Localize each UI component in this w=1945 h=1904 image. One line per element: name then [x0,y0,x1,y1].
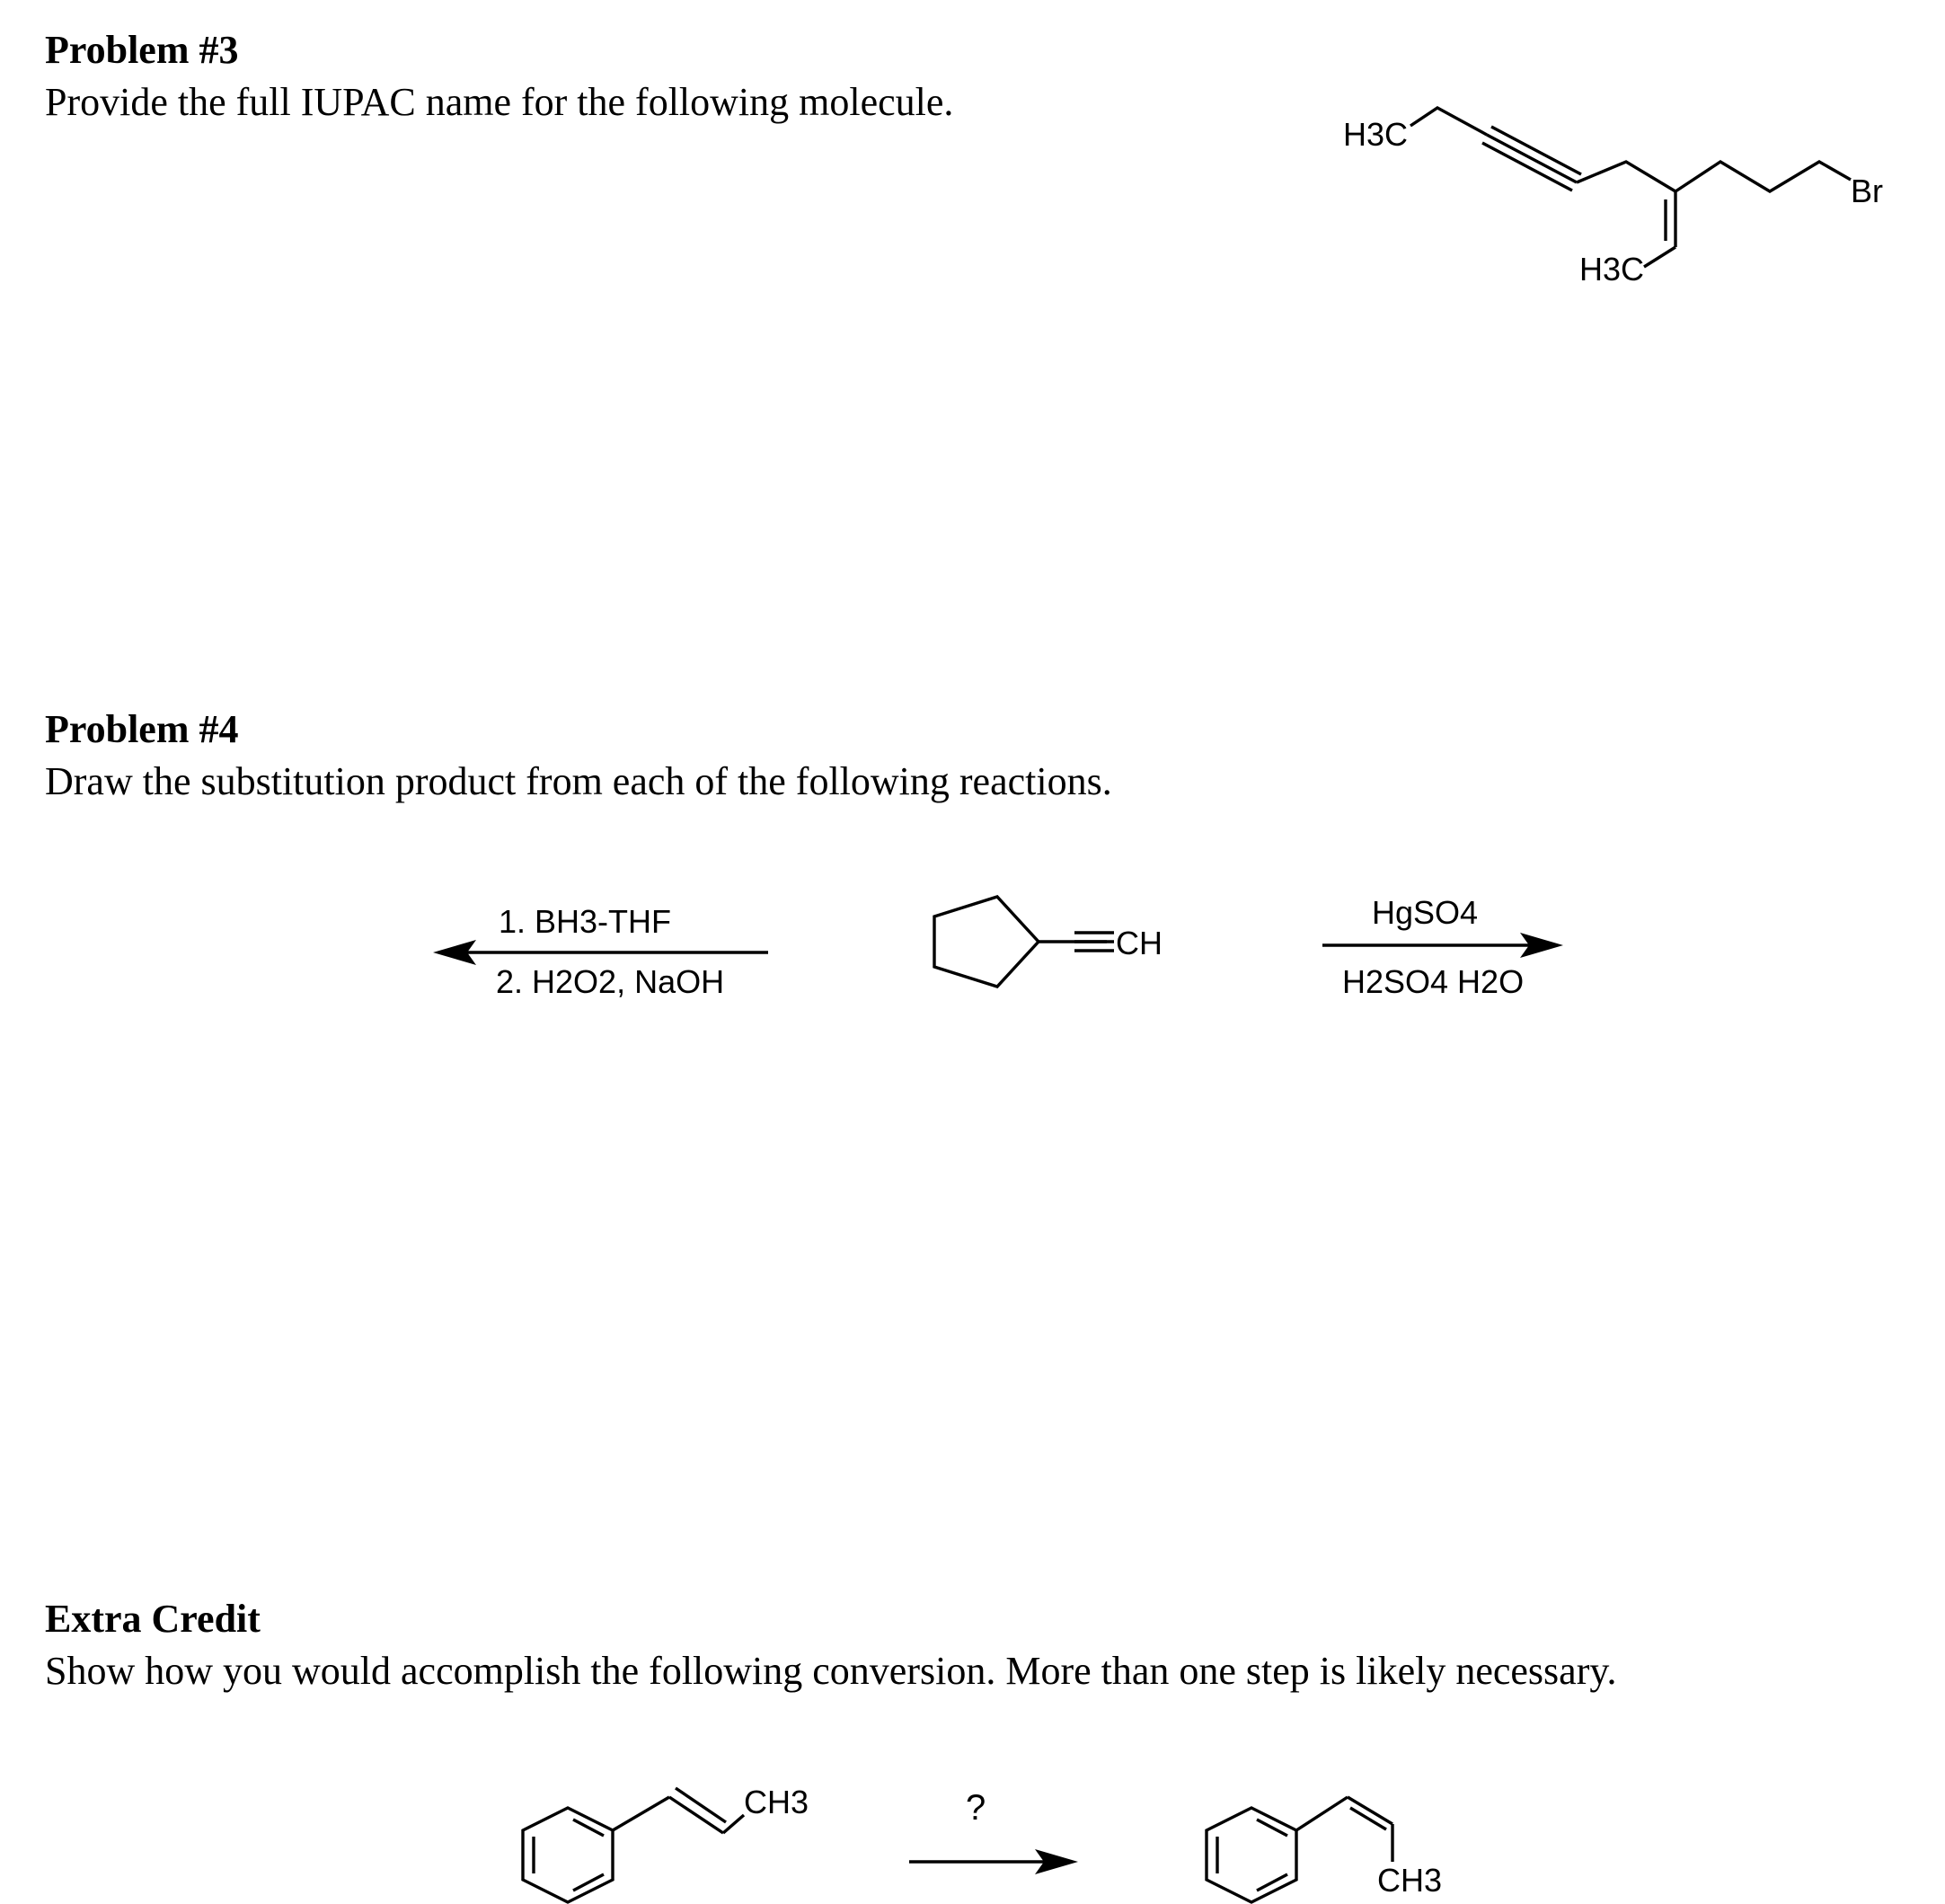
extra-credit-heading: Extra Credit [45,1597,261,1641]
problem3-molecule [1343,108,1883,288]
start-ch3-label: CH3 [744,1784,809,1820]
problem3-heading: Problem #3 [45,28,239,72]
chain-bonds-1 [1577,162,1675,191]
extra-credit-conversion [523,1784,1442,1902]
h3c-top-label: H3C [1343,116,1409,153]
start-benzene-ring [523,1808,613,1902]
left-reagent-line2: 2. H2O2, NaOH [496,963,725,1000]
alkyne-triple-bond [1482,127,1581,190]
ethyl-bond [1410,108,1487,135]
product-cis-double-bond [1348,1797,1392,1829]
left-reagent-line1: 1. BH3-THF [499,903,672,940]
right-reagent-line1: HgSO4 [1372,894,1479,931]
ch-label: CH [1116,925,1163,961]
cyclopentane-ring [934,897,1039,987]
right-reagent-line2: H2SO4 H2O [1342,963,1525,1000]
problem4-prompt: Draw the substitution product from each of the following reactions. [45,759,1112,803]
extra-credit-prompt: Show how you would accomplish the following conversion. More than one step is likely necessary. [45,1649,1617,1693]
start-methyl-bond [723,1815,744,1833]
chain-bonds-2 [1675,162,1851,191]
question-mark: ? [966,1788,986,1828]
product-aryl-bond [1296,1797,1348,1830]
alkene-double-bond [1666,191,1675,247]
problem4-heading: Problem #4 [45,707,239,751]
br-label: Br [1851,173,1883,209]
problem4-reaction [433,894,1563,1000]
problem3-prompt: Provide the full IUPAC name for the following molecule. [45,80,954,124]
lower-methyl-bond [1644,247,1675,267]
start-trans-double-bond [669,1788,726,1833]
start-aryl-bond [613,1797,669,1830]
terminal-alkyne-bond [1074,933,1114,951]
product-benzene-ring [1207,1808,1296,1902]
h3c-bottom-label: H3C [1579,251,1645,288]
product-ch3-label: CH3 [1377,1862,1443,1899]
